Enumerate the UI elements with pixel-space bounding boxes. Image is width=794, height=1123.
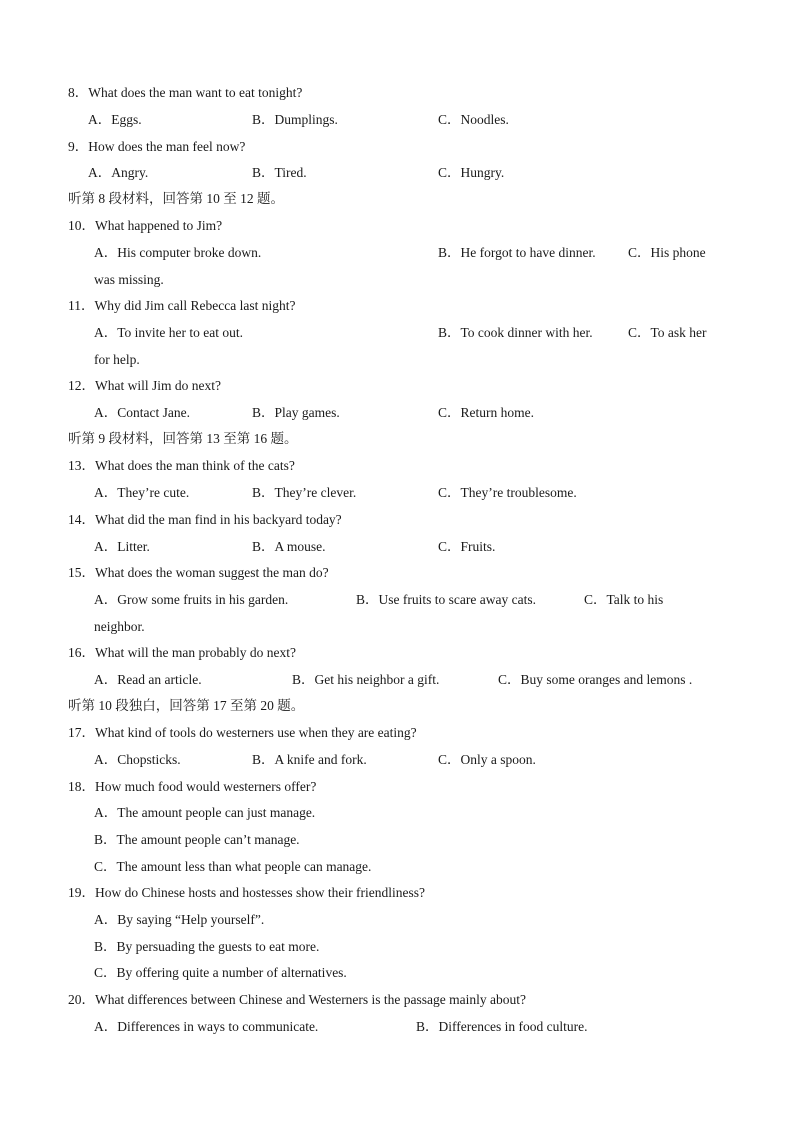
- q19-option-b: B．By persuading the guests to eat more.: [94, 939, 320, 954]
- q9-option-b: B．Tired.: [252, 165, 307, 180]
- q18-option-a: A．The amount people can just manage.: [94, 805, 316, 820]
- q14-option-a: A．Litter.: [94, 539, 150, 554]
- q14-option-c: C．Fruits.: [438, 539, 496, 554]
- section-10-heading: 听第 10 段独白，回答第 17 至第 20 题。: [68, 698, 305, 713]
- q19-option-a: A．By saying “Help yourself”.: [94, 912, 265, 927]
- q13-option-a: A．They’re cute.: [94, 485, 190, 500]
- q15-option-c-continued: neighbor.: [94, 619, 145, 634]
- q14-option-b: B．A mouse.: [252, 539, 326, 554]
- q11-option-a: A．To invite her to eat out.: [94, 325, 244, 340]
- q12-option-c: C．Return home.: [438, 405, 534, 420]
- question-8: 8．What does the man want to eat tonight?: [68, 85, 303, 100]
- q8-option-b: B．Dumplings.: [252, 112, 338, 127]
- q20-option-a: A．Differences in ways to communicate.: [94, 1019, 319, 1034]
- q20-option-b: B．Differences in food culture.: [416, 1019, 588, 1034]
- q18-option-b: B．The amount people can’t manage.: [94, 832, 300, 847]
- question-9: 9．How does the man feel now?: [68, 139, 246, 154]
- question-18: 18．How much food would westerners offer?: [68, 779, 317, 794]
- question-12: 12．What will Jim do next?: [68, 378, 221, 393]
- section-9-heading: 听第 9 段材料，回答第 13 至第 16 题。: [68, 431, 298, 446]
- q18-option-c: C．The amount less than what people can manage.: [94, 859, 372, 874]
- question-10: 10．What happened to Jim?: [68, 218, 223, 233]
- q17-option-c: C．Only a spoon.: [438, 752, 536, 767]
- q10-option-b: B．He forgot to have dinner.: [438, 245, 596, 260]
- q19-option-c: C．By offering quite a number of alternatives.: [94, 965, 347, 980]
- question-15: 15．What does the woman suggest the man do?: [68, 565, 329, 580]
- q11-option-c-continued: for help.: [94, 352, 140, 367]
- q10-option-c-continued: was missing.: [94, 272, 164, 287]
- question-14: 14．What did the man find in his backyard today?: [68, 512, 342, 527]
- question-11: 11．Why did Jim call Rebecca last night?: [68, 298, 296, 313]
- q9-option-a: A．Angry.: [88, 165, 149, 180]
- q8-option-c: C．Noodles.: [438, 112, 509, 127]
- q16-option-a: A．Read an article.: [94, 672, 202, 687]
- q11-option-b: B．To cook dinner with her.: [438, 325, 593, 340]
- q12-option-a: A．Contact Jane.: [94, 405, 190, 420]
- q17-option-b: B．A knife and fork.: [252, 752, 367, 767]
- section-8-heading: 听第 8 段材料，回答第 10 至 12 题。: [68, 191, 284, 206]
- q15-option-b: B．Use fruits to scare away cats.: [356, 592, 536, 607]
- q9-option-c: C．Hungry.: [438, 165, 505, 180]
- q16-option-c: C．Buy some oranges and lemons .: [498, 672, 693, 687]
- q8-option-a: A．Eggs.: [88, 112, 142, 127]
- q17-option-a: A．Chopsticks.: [94, 752, 181, 767]
- q12-option-b: B．Play games.: [252, 405, 340, 420]
- question-17: 17．What kind of tools do westerners use when they are eating?: [68, 725, 417, 740]
- q16-option-b: B．Get his neighbor a gift.: [292, 672, 440, 687]
- question-19: 19．How do Chinese hosts and hostesses show their friendliness?: [68, 885, 425, 900]
- question-13: 13．What does the man think of the cats?: [68, 458, 295, 473]
- q10-option-a: A．His computer broke down.: [94, 245, 262, 260]
- q11-option-c: C．To ask her: [628, 325, 707, 340]
- question-16: 16．What will the man probably do next?: [68, 645, 296, 660]
- question-20: 20．What differences between Chinese and Westerners is the passage mainly about?: [68, 992, 527, 1007]
- q15-option-c: C．Talk to his: [584, 592, 664, 607]
- q10-option-c: C．His phone: [628, 245, 706, 260]
- q13-option-b: B．They’re clever.: [252, 485, 357, 500]
- q15-option-a: A．Grow some fruits in his garden.: [94, 592, 289, 607]
- q13-option-c: C．They’re troublesome.: [438, 485, 577, 500]
